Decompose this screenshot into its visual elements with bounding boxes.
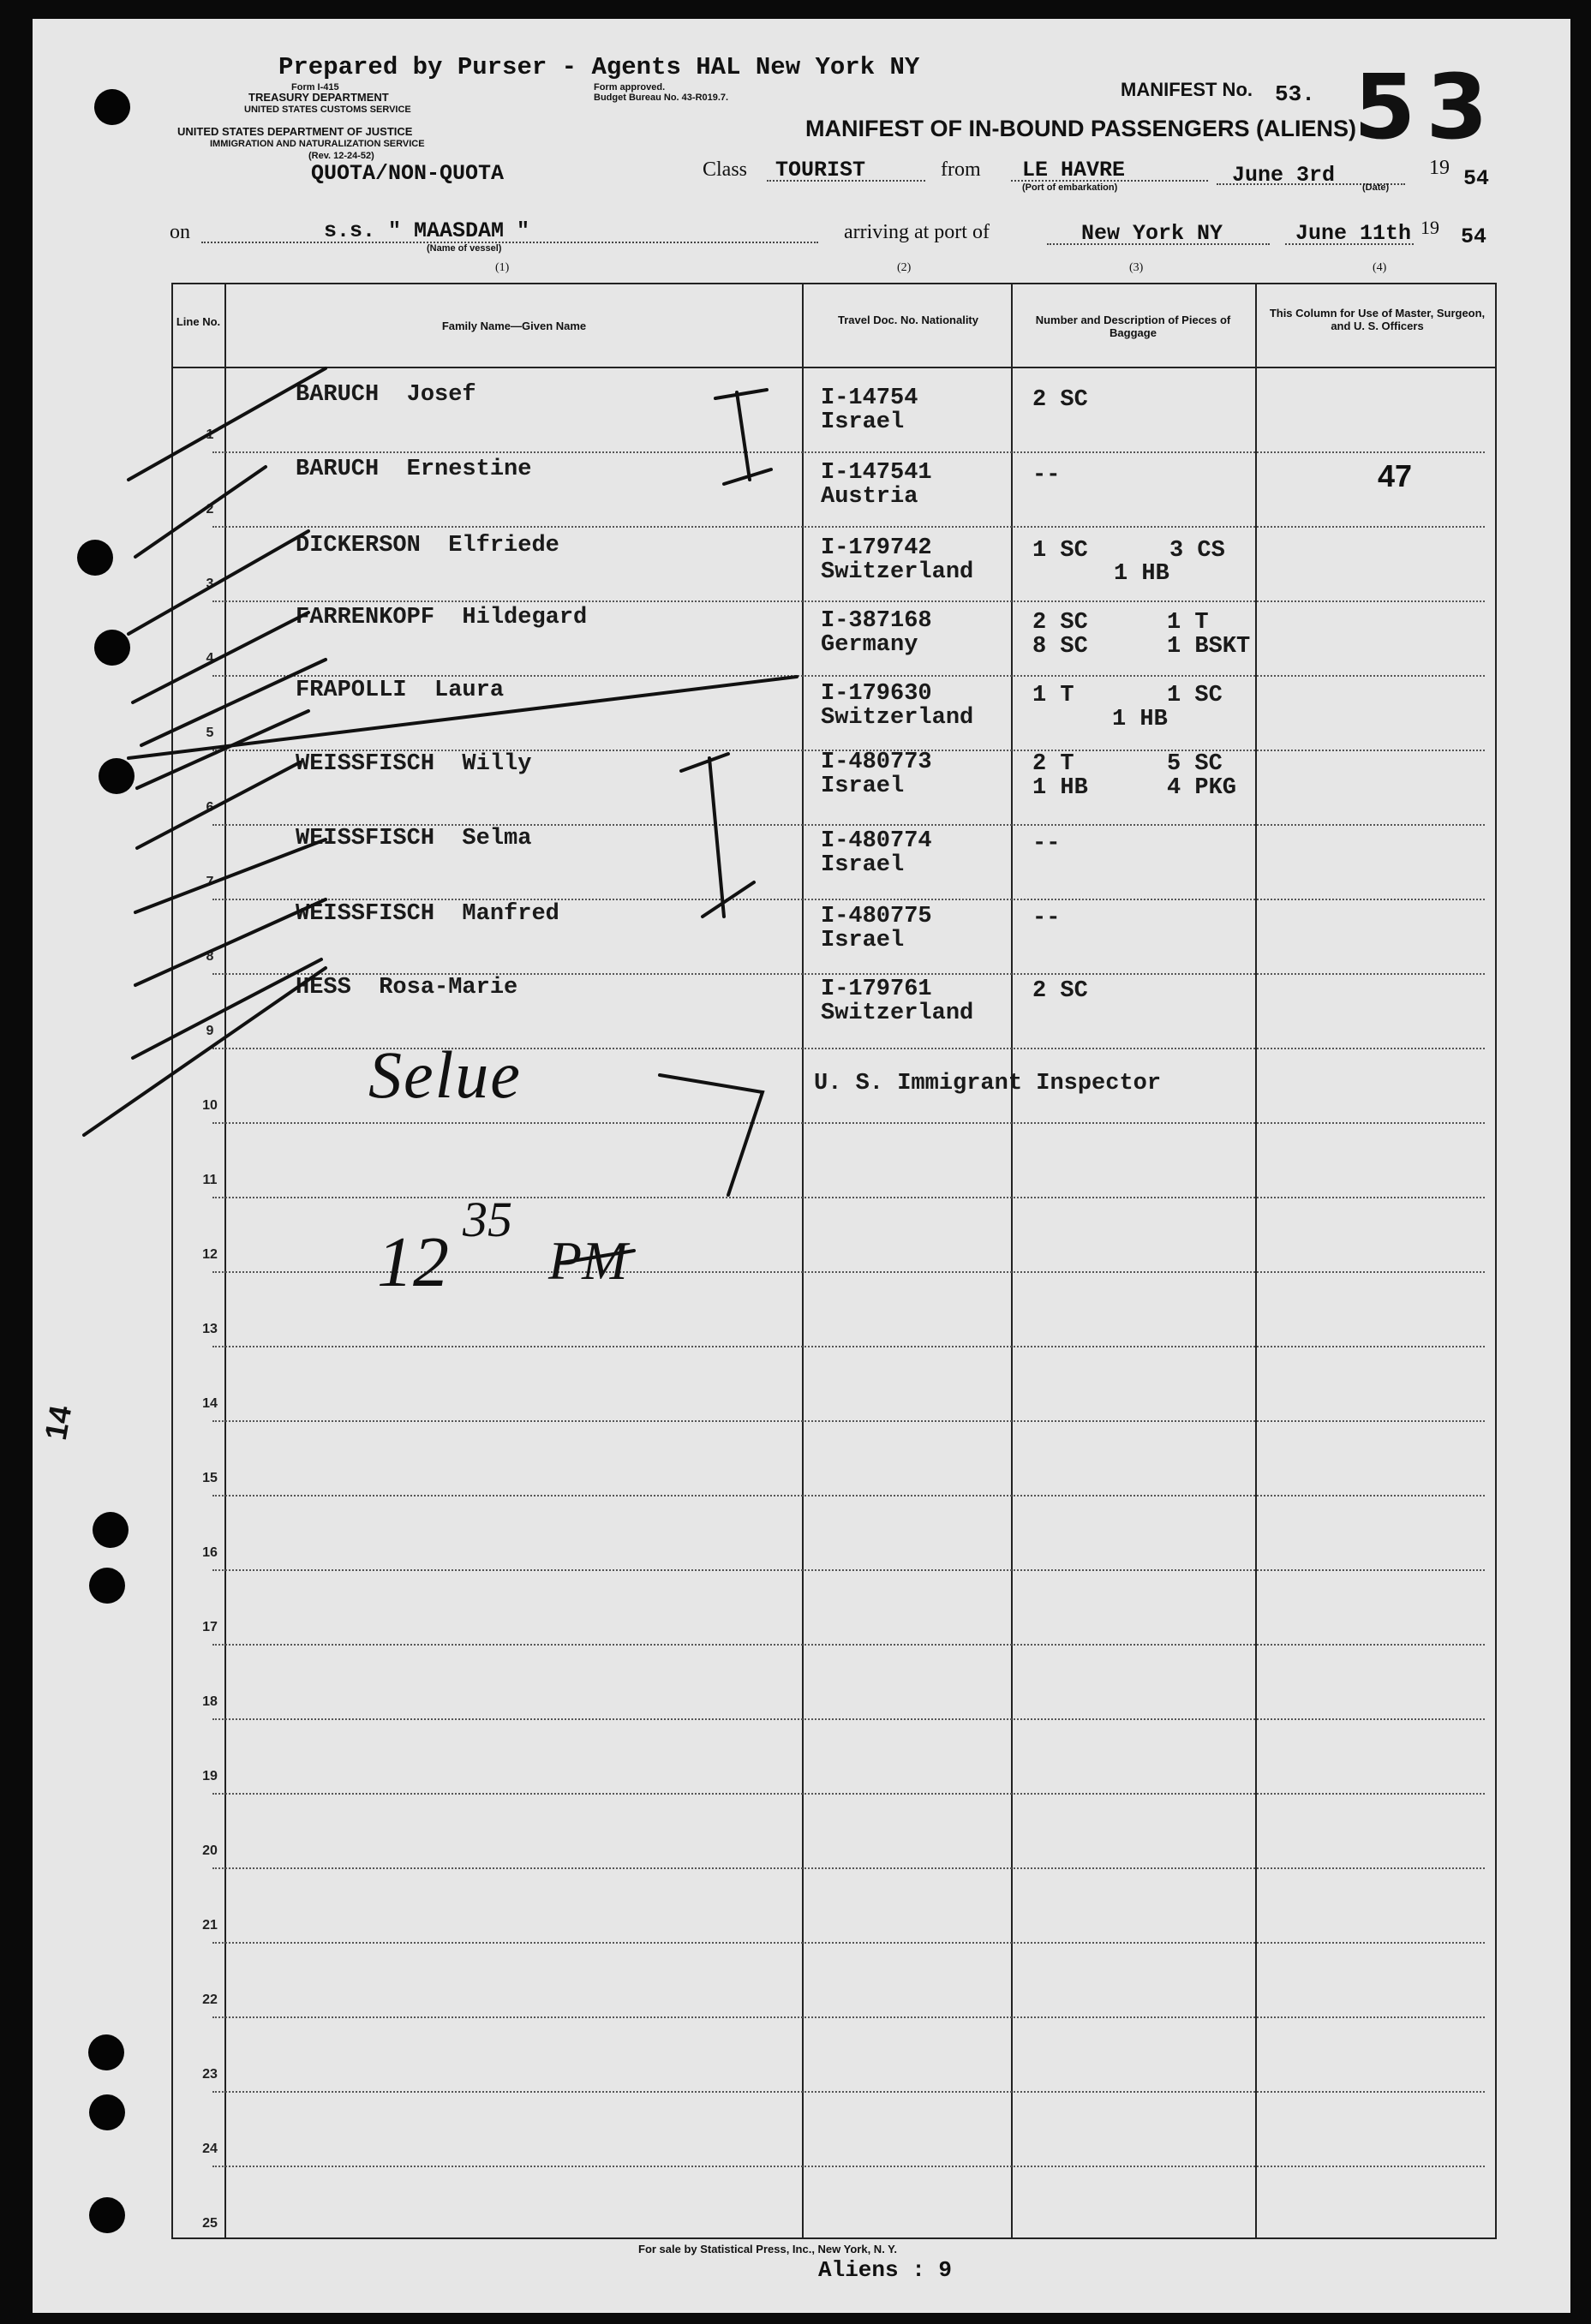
line-number: 8 (206, 949, 214, 964)
passenger-name: DICKERSON Elfriede (296, 533, 559, 559)
passenger-name: HESS Rosa-Marie (296, 975, 518, 1001)
customs-service: UNITED STATES CUSTOMS SERVICE (244, 105, 411, 115)
baggage: 2 SC (1032, 978, 1088, 1004)
baggage: 8 SC (1032, 634, 1088, 660)
margin-mark: 14 (37, 1402, 79, 1443)
nationality: Israel (821, 928, 905, 953)
manifest-label: MANIFEST No. (1121, 79, 1253, 100)
line-number: 13 (202, 1322, 218, 1336)
line-number: 2 (206, 502, 214, 517)
nationality: Switzerland (821, 1001, 974, 1026)
line-number: 9 (206, 1024, 214, 1038)
ins-service: IMMIGRATION AND NATURALIZATION SERVICE (210, 139, 425, 149)
baggage: 1 T (1032, 683, 1074, 708)
baggage: 5 SC (1167, 751, 1223, 777)
passenger-name: WEISSFISCH Selma (296, 826, 532, 851)
arrival-year: 54 (1461, 224, 1487, 249)
manifest-title: MANIFEST OF IN-BOUND PASSENGERS (ALIENS) (805, 116, 1357, 141)
passenger-name: WEISSFISCH Manfred (296, 901, 559, 927)
arrival-year-prefix: 19 (1421, 217, 1439, 238)
passenger-name: FRAPOLLI Laura (296, 678, 505, 703)
baggage: -- (1032, 463, 1061, 488)
line-number: 21 (202, 1918, 218, 1933)
col-header-travel: Travel Doc. No. Nationality (838, 314, 978, 326)
col-marker-3: (3) (1129, 261, 1144, 274)
baggage: 1 SC (1032, 538, 1088, 564)
nationality: Switzerland (821, 559, 974, 585)
passenger-name: WEISSFISCH Willy (296, 751, 532, 777)
line-number: 6 (206, 800, 214, 815)
baggage: 1 HB (1114, 561, 1169, 587)
date-caption: (Date) (1362, 182, 1390, 193)
nationality: Switzerland (821, 705, 974, 731)
officer-count: 47 (1378, 458, 1413, 493)
budget-bureau: Budget Bureau No. 43-R019.7. (594, 93, 729, 103)
line-number: 17 (202, 1620, 218, 1634)
on-label: on (170, 221, 190, 243)
travel-doc-number: I-179761 (821, 977, 932, 1002)
treasury-dept: TREASURY DEPARTMENT (248, 91, 389, 104)
line-number: 7 (206, 875, 214, 889)
handwritten-time-pm: PM (548, 1230, 628, 1291)
nationality: Israel (821, 774, 905, 799)
handwritten-time-minutes: 35 (463, 1192, 512, 1247)
col-marker-2: (2) (897, 261, 912, 274)
from-label: from (941, 158, 981, 181)
aliens-count: Aliens : 9 (818, 2257, 953, 2283)
prepared-by: Prepared by Purser - Agents HAL New York NY (278, 53, 920, 81)
line-number: 3 (206, 577, 214, 591)
line-number: 16 (202, 1545, 218, 1560)
travel-doc-number: I-179742 (821, 535, 932, 561)
class-value: TOURIST (775, 158, 866, 182)
line-number: 12 (202, 1247, 218, 1262)
baggage: 1 HB (1112, 707, 1168, 732)
travel-doc-number: I-179630 (821, 681, 932, 707)
line-number: 1 (206, 427, 214, 442)
col-header-baggage: Number and Description of Pieces of Baggage (1035, 314, 1231, 339)
travel-doc-number: I-14754 (821, 385, 918, 411)
nationality: Germany (821, 632, 918, 658)
baggage: 4 PKG (1167, 775, 1237, 801)
line-number: 14 (202, 1396, 218, 1411)
line-number: 22 (202, 1992, 218, 2007)
baggage: 2 T (1032, 751, 1074, 777)
passenger-name: BARUCH Ernestine (296, 457, 532, 482)
form-approved: Form approved. (594, 82, 666, 93)
line-number: 23 (202, 2067, 218, 2082)
col-marker-1: (1) (495, 261, 510, 274)
travel-doc-number: I-480774 (821, 828, 932, 854)
revision: (Rev. 12-24-52) (308, 151, 374, 161)
arriving-label: arriving at port of (844, 221, 990, 243)
line-number: 18 (202, 1694, 218, 1709)
col-header-line: Line No. (176, 315, 221, 328)
justice-dept: UNITED STATES DEPARTMENT OF JUSTICE (177, 125, 413, 138)
passenger-name: BARUCH Josef (296, 382, 476, 408)
line-number: 24 (202, 2142, 218, 2156)
class-label: Class (703, 158, 748, 181)
travel-doc-number: I-480775 (821, 904, 932, 929)
arrival-date: June 11th (1295, 221, 1412, 246)
baggage: -- (1032, 905, 1061, 931)
baggage: -- (1032, 831, 1061, 857)
line-number: 4 (206, 651, 214, 666)
col-header-name: Family Name—Given Name (441, 320, 587, 332)
port-caption: (Port of embarkation) (1022, 182, 1118, 193)
line-number: 11 (202, 1173, 218, 1187)
inspector-title: U. S. Immigrant Inspector (814, 1071, 1162, 1096)
line-number: 25 (202, 2216, 218, 2231)
passenger-name: FARRENKOPF Hildegard (296, 605, 588, 630)
line-number: 5 (206, 726, 214, 740)
embark-year: 54 (1463, 166, 1490, 191)
line-number: 19 (202, 1769, 218, 1783)
baggage: 3 CS (1169, 538, 1225, 564)
handwritten-time: 12 (377, 1222, 449, 1302)
col-marker-4: (4) (1373, 261, 1387, 274)
col-header-officers: This Column for Use of Master, Surgeon, and U. S. Officers (1269, 307, 1486, 332)
baggage: 1 BSKT (1167, 634, 1251, 660)
travel-doc-number: I-147541 (821, 460, 932, 486)
baggage: 1 SC (1167, 683, 1223, 708)
nationality: Israel (821, 409, 905, 435)
vessel-name: s.s. " MAASDAM " (324, 218, 530, 243)
travel-doc-number: I-480773 (821, 750, 932, 775)
port-of-embarkation: LE HAVRE (1022, 158, 1126, 182)
travel-doc-number: I-387168 (821, 608, 932, 634)
nationality: Austria (821, 484, 918, 510)
handwritten-signature: Selue (368, 1037, 522, 1112)
manifest-number-small: 53. (1275, 81, 1315, 107)
manifest-number-stamp: 53 (1354, 55, 1498, 159)
baggage: 2 SC (1032, 387, 1088, 413)
line-number: 15 (202, 1471, 218, 1485)
baggage: 1 T (1167, 610, 1209, 636)
nationality: Israel (821, 852, 905, 878)
line-number: 20 (202, 1843, 218, 1858)
printer-line: For sale by Statistical Press, Inc., New York, N. Y. (638, 2243, 898, 2255)
line-number: 10 (202, 1098, 218, 1113)
form-number: Form I-415 (291, 82, 339, 93)
embarkation-date: June 3rd (1232, 163, 1336, 188)
arrival-port: New York NY (1081, 221, 1223, 246)
quota-label: QUOTA/NON-QUOTA (311, 161, 505, 186)
vessel-caption: (Name of vessel) (427, 243, 502, 254)
baggage: 1 HB (1032, 775, 1088, 801)
year-prefix: 19 (1429, 157, 1450, 179)
baggage: 2 SC (1032, 610, 1088, 636)
